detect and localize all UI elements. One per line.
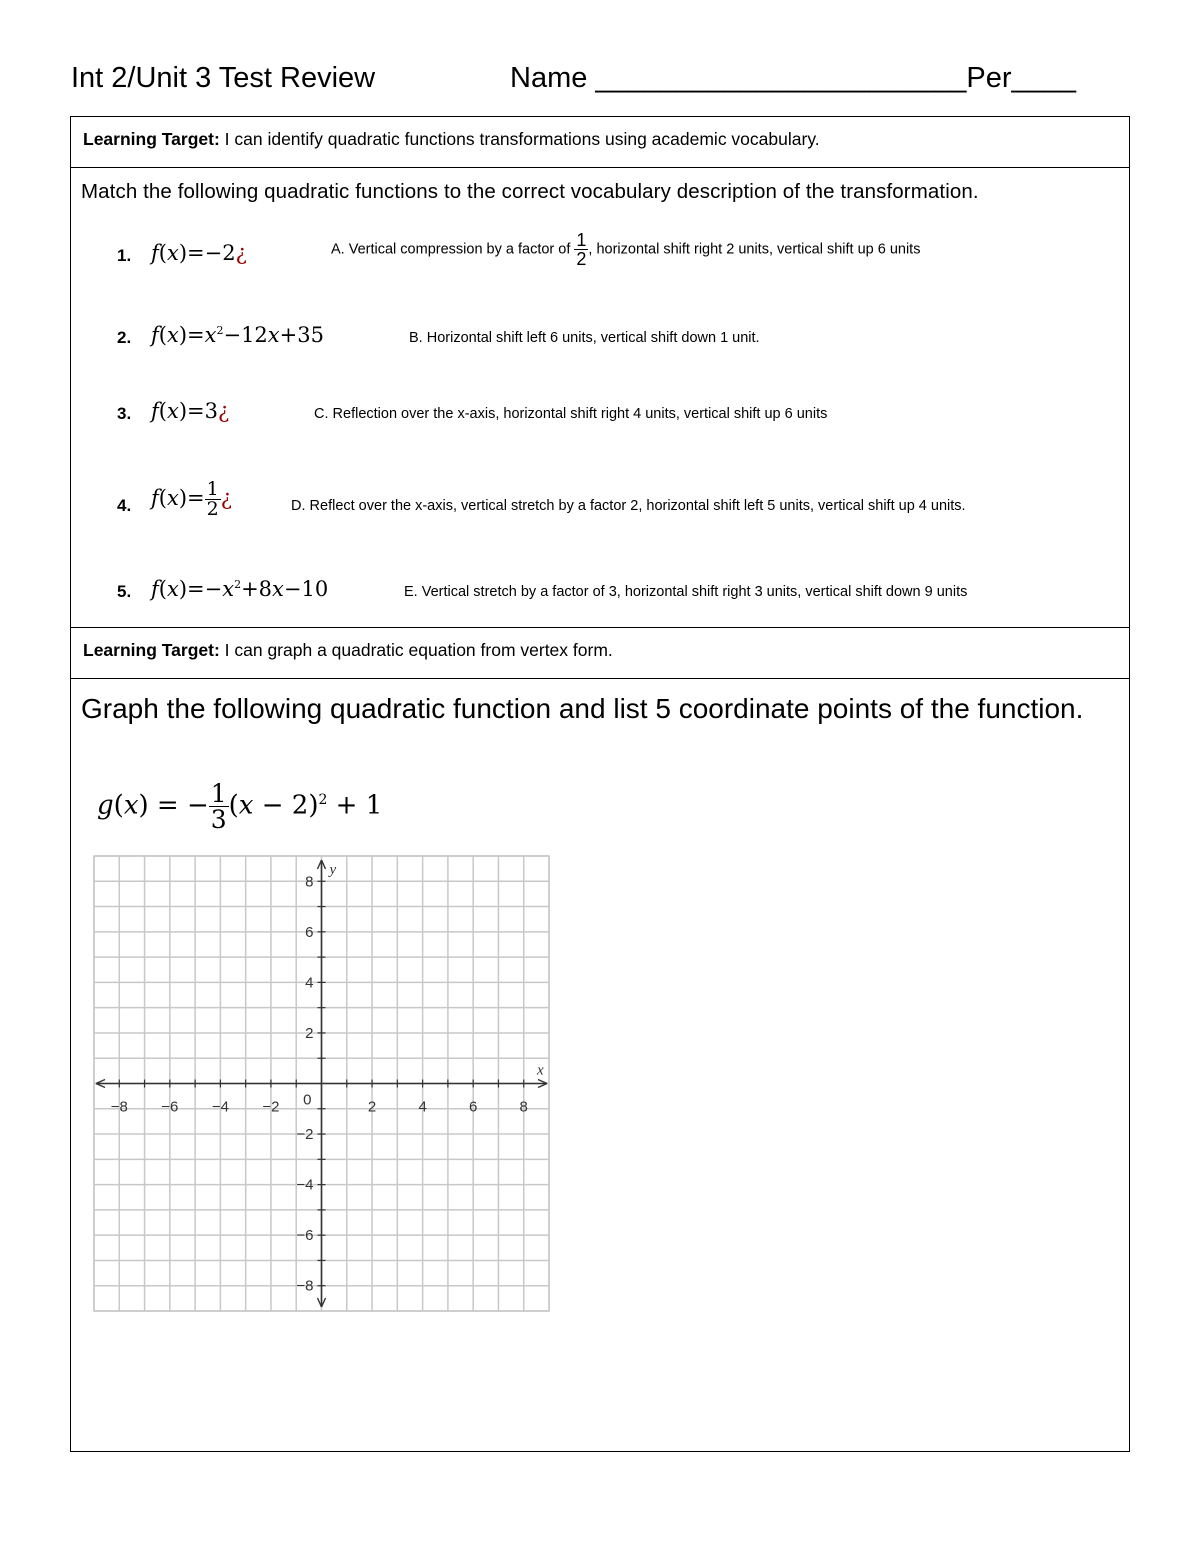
x-tick-label: 6 (468, 1098, 478, 1116)
grid-svg[interactable] (92, 854, 552, 1314)
y-tick-label: 4 (305, 974, 314, 992)
y-tick-label: −2 (296, 1126, 314, 1144)
x-tick-label: −6 (161, 1098, 179, 1116)
choice-a-post: , horizontal shift right 2 units, vertical shift up 6 units (588, 241, 921, 258)
y-tick-label: −8 (296, 1277, 314, 1295)
x-axis-label: x (537, 1062, 544, 1079)
item-number-4: 4. (117, 496, 132, 515)
name-period-field[interactable]: Name _______________________Per____ (510, 62, 1077, 94)
function-frac-den: 3 (210, 805, 227, 834)
matching-instructions: Match the following quadratic functions to the correct vocabulary description of the transformation. (81, 180, 979, 203)
choice-a (331, 231, 920, 268)
x-tick-label: 8 (519, 1098, 528, 1116)
row-divider (71, 678, 1129, 679)
y-tick-label: 6 (305, 923, 314, 941)
y-tick-label: −6 (296, 1227, 314, 1245)
y-axis-label: y (329, 862, 337, 878)
row-divider (71, 627, 1129, 628)
x-tick-label: −8 (110, 1098, 128, 1116)
page-header (0, 62, 1200, 102)
function-fraction (209, 781, 229, 832)
learning-target-text: I can identify quadratic functions transformations using academic vocabulary. (219, 129, 820, 149)
row-divider (71, 167, 1129, 168)
choice-d: D. Reflect over the x-axis, vertical stretch by a factor 2, horizontal shift left 5 units, vertical shift up 4 units. (291, 498, 966, 514)
choice-a-fraction (574, 231, 588, 268)
learning-target-label: Learning Target: (83, 640, 220, 660)
choice-a-frac-den: 2 (576, 249, 587, 269)
equation-4: f(x)= $\frac{1}{2}$ ¿ (151, 478, 232, 520)
y-tick-label: 2 (305, 1024, 314, 1042)
graph-function: g(x) = − $\frac{1}{3}$ $(x - 2)^2 + 1$ (97, 779, 383, 834)
item-number-3: 3. (117, 404, 132, 423)
choice-a-pre: A. Vertical compression by a factor of (331, 241, 575, 258)
x-tick-label: 2 (367, 1098, 377, 1116)
x-tick-label: −4 (211, 1098, 229, 1116)
learning-target-text: I can graph a quadratic equation from vertex form. (219, 640, 613, 660)
document-title: Int 2/Unit 3 Test Review (71, 62, 376, 94)
coordinate-grid[interactable] (92, 854, 552, 1319)
learning-target-2 (83, 640, 613, 661)
y-tick-label: −4 (296, 1176, 314, 1194)
learning-target-label: Learning Target: (83, 129, 220, 149)
item-number-2: 2. (117, 328, 132, 347)
x-tick-label: −2 (262, 1098, 280, 1116)
x-tick-label: 4 (418, 1098, 427, 1116)
choice-e: E. Vertical stretch by a factor of 3, horizontal shift right 3 units, vertical shift down 9 units (404, 584, 968, 600)
item-number-5: 5. (117, 582, 132, 601)
equation-3: f(x)=3¿ (151, 399, 230, 423)
choice-a-frac-num: 1 (576, 230, 587, 250)
y-tick-label: 8 (305, 873, 314, 891)
choice-b: B. Horizontal shift left 6 units, vertical shift down 1 unit. (409, 330, 760, 346)
equation-1: f(x)=−2¿ (151, 241, 247, 265)
equation-2: $f(x)=x^2-12x+35$ (151, 323, 324, 347)
choice-c: C. Reflection over the x-axis, horizontal shift right 4 units, vertical shift up 6 units (314, 406, 828, 422)
item-number-1: 1. (117, 246, 132, 265)
graph-instructions: Graph the following quadratic function and list 5 coordinate points of the function. (81, 693, 1084, 724)
origin-label: 0 (303, 1091, 312, 1109)
function-exponent: 2 (318, 791, 328, 808)
equation-5: $f(x)=-x^2+8x-10$ (151, 577, 329, 601)
worksheet-table (70, 116, 1130, 1452)
learning-target-1 (83, 129, 820, 150)
function-frac-num: 1 (210, 779, 227, 808)
